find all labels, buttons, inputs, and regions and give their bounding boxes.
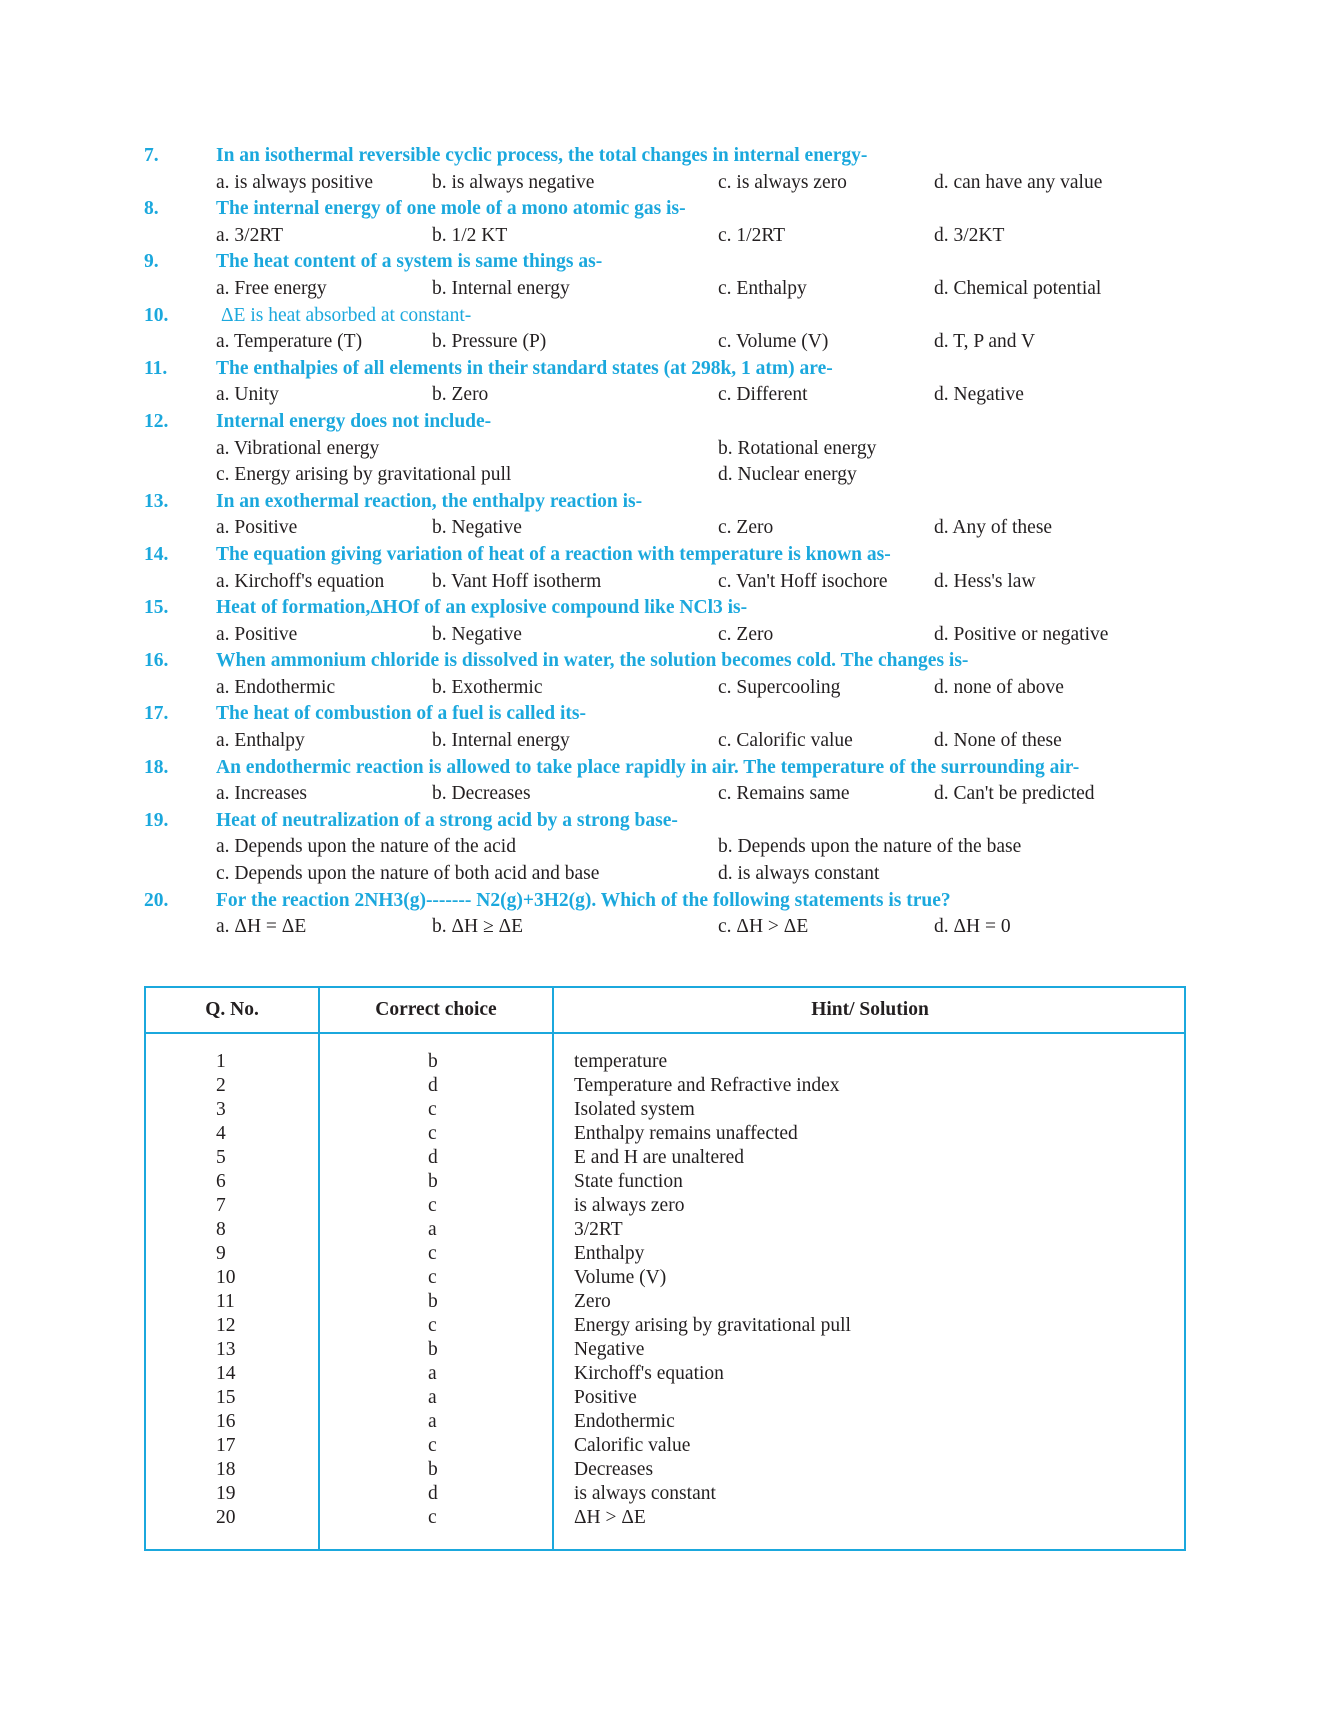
qno-cell: 17 bbox=[216, 1435, 236, 1456]
choice-cell: c bbox=[428, 1507, 437, 1528]
option: a. Positive bbox=[216, 517, 298, 539]
question-header bbox=[0, 701, 1332, 728]
option: c. ΔH > ΔE bbox=[718, 916, 809, 938]
question-text: For the reaction 2NH3(g)------- N2(g)+3H2(g). Which of the following statements is true? bbox=[216, 889, 951, 911]
question-item bbox=[0, 542, 1332, 595]
choice-cell: a bbox=[428, 1387, 437, 1408]
question-item bbox=[0, 303, 1332, 356]
option: b. Zero bbox=[432, 384, 489, 406]
question-text: Heat of neutralization of a strong acid by a strong base- bbox=[216, 809, 678, 831]
option: d. none of above bbox=[934, 676, 1064, 698]
qno-cell: 12 bbox=[216, 1315, 236, 1336]
question-text: When ammonium chloride is dissolved in water, the solution becomes cold. The changes is- bbox=[216, 650, 969, 672]
option-row bbox=[0, 675, 1332, 702]
qno-cell: 4 bbox=[216, 1123, 226, 1144]
option: b. Pressure (P) bbox=[432, 331, 547, 353]
option-row bbox=[0, 569, 1332, 596]
hint-cell: State function bbox=[574, 1171, 683, 1192]
qno-cell: 14 bbox=[216, 1363, 236, 1384]
qno-cell: 2 bbox=[216, 1075, 226, 1096]
qno-cell: 20 bbox=[216, 1507, 236, 1528]
hint-cell: ΔH > ΔE bbox=[574, 1507, 646, 1528]
question-item bbox=[0, 755, 1332, 808]
hint-cell: Kirchoff's equation bbox=[574, 1363, 724, 1384]
option-row bbox=[0, 276, 1332, 303]
question-number: 18. bbox=[144, 756, 169, 778]
option-row bbox=[0, 436, 1332, 463]
option: d. T, P and V bbox=[934, 331, 1036, 353]
question-item bbox=[0, 249, 1332, 302]
option: a. Free energy bbox=[216, 277, 327, 299]
qno-cell: 19 bbox=[216, 1483, 236, 1504]
choice-cell: c bbox=[428, 1099, 437, 1120]
question-header bbox=[0, 143, 1332, 170]
question-text: The internal energy of one mole of a mono atomic gas is- bbox=[216, 198, 686, 220]
question-text: The heat content of a system is same things as- bbox=[216, 251, 603, 273]
question-header bbox=[0, 303, 1332, 330]
option: d. Chemical potential bbox=[934, 277, 1102, 299]
qno-cell: 7 bbox=[216, 1195, 226, 1216]
option: a. Temperature (T) bbox=[216, 331, 363, 353]
question-number: 15. bbox=[144, 597, 169, 619]
question-number: 11. bbox=[144, 357, 168, 379]
question-header bbox=[0, 409, 1332, 436]
hint-column bbox=[574, 1050, 851, 1530]
option-row bbox=[0, 170, 1332, 197]
option: a. Enthalpy bbox=[216, 730, 305, 752]
hint-cell: Negative bbox=[574, 1339, 645, 1360]
choice-cell: b bbox=[428, 1459, 438, 1480]
question-text: The heat of combustion of a fuel is called its- bbox=[216, 703, 586, 725]
question-header bbox=[0, 196, 1332, 223]
question-item bbox=[0, 143, 1332, 196]
option: d. is always constant bbox=[718, 863, 880, 885]
hint-cell: is always constant bbox=[574, 1483, 716, 1504]
option-row bbox=[0, 515, 1332, 542]
question-item bbox=[0, 356, 1332, 409]
option: d. ΔH = 0 bbox=[934, 916, 1011, 938]
question-item bbox=[0, 888, 1332, 941]
option: b. Vant Hoff isotherm bbox=[432, 570, 602, 592]
option: c. is always zero bbox=[718, 171, 847, 193]
option: c. Zero bbox=[718, 623, 774, 645]
option: a. is always positive bbox=[216, 171, 374, 193]
option: a. Depends upon the nature of the acid bbox=[216, 836, 516, 858]
option: c. 1/2RT bbox=[718, 224, 786, 246]
option: c. Zero bbox=[718, 517, 774, 539]
option: d. 3/2KT bbox=[934, 224, 1005, 246]
question-item bbox=[0, 648, 1332, 701]
choice-cell: b bbox=[428, 1291, 438, 1312]
option: d. None of these bbox=[934, 730, 1062, 752]
choice-cell: b bbox=[428, 1051, 438, 1072]
option-row bbox=[0, 462, 1332, 489]
hint-cell: Temperature and Refractive index bbox=[574, 1075, 840, 1096]
question-item bbox=[0, 409, 1332, 489]
choice-cell: a bbox=[428, 1363, 437, 1384]
choice-cell: c bbox=[428, 1123, 437, 1144]
option: b. ΔH ≥ ΔE bbox=[432, 916, 524, 938]
option: c. Energy arising by gravitational pull bbox=[216, 464, 512, 486]
option: a. Kirchoff's equation bbox=[216, 570, 385, 592]
qno-column bbox=[216, 1050, 236, 1530]
question-header bbox=[0, 888, 1332, 915]
question-header bbox=[0, 648, 1332, 675]
question-text: Heat of formation,ΔHOf of an explosive compound like NCl3 is- bbox=[216, 597, 748, 619]
option-row bbox=[0, 329, 1332, 356]
choice-cell: a bbox=[428, 1219, 437, 1240]
option: c. Calorific value bbox=[718, 730, 853, 752]
question-item bbox=[0, 808, 1332, 888]
question-number: 7. bbox=[144, 145, 159, 166]
option-row bbox=[0, 728, 1332, 755]
hint-cell: is always zero bbox=[574, 1195, 685, 1216]
table-divider bbox=[552, 988, 554, 1549]
choice-cell: c bbox=[428, 1267, 437, 1288]
option: d. Hess's law bbox=[934, 570, 1036, 592]
hint-cell: Energy arising by gravitational pull bbox=[574, 1315, 851, 1336]
option: b. Internal energy bbox=[432, 277, 570, 299]
hint-cell: E and H are unaltered bbox=[574, 1147, 744, 1168]
option: b. Negative bbox=[432, 623, 522, 645]
option: c. Supercooling bbox=[718, 676, 841, 698]
option: a. Unity bbox=[216, 384, 279, 406]
option: a. Increases bbox=[216, 783, 307, 805]
qno-cell: 1 bbox=[216, 1051, 226, 1072]
header-choice: Correct choice bbox=[375, 999, 497, 1020]
hint-cell: Isolated system bbox=[574, 1099, 695, 1120]
header-hint: Hint/ Solution bbox=[811, 999, 929, 1020]
option: c. Different bbox=[718, 384, 808, 406]
question-header bbox=[0, 755, 1332, 782]
option-row bbox=[0, 781, 1332, 808]
hint-cell: temperature bbox=[574, 1051, 668, 1072]
hint-cell: Positive bbox=[574, 1387, 637, 1408]
question-text: An endothermic reaction is allowed to take place rapidly in air. The temperature of the surrounding air- bbox=[216, 756, 1080, 778]
option: d. Can't be predicted bbox=[934, 783, 1095, 805]
option-row bbox=[0, 382, 1332, 409]
question-header bbox=[0, 808, 1332, 835]
hint-cell: 3/2RT bbox=[574, 1219, 623, 1240]
option: d. Negative bbox=[934, 384, 1024, 406]
option: d. can have any value bbox=[934, 171, 1103, 193]
option: c. Van't Hoff isochore bbox=[718, 570, 888, 592]
option: a. Vibrational energy bbox=[216, 437, 380, 459]
hint-cell: Enthalpy remains unaffected bbox=[574, 1123, 798, 1144]
option: b. Decreases bbox=[432, 783, 531, 805]
option: d. Nuclear energy bbox=[718, 464, 857, 486]
choice-cell: a bbox=[428, 1411, 437, 1432]
hint-cell: Enthalpy bbox=[574, 1243, 645, 1264]
option-row bbox=[0, 861, 1332, 888]
hint-cell: Calorific value bbox=[574, 1435, 691, 1456]
qno-cell: 3 bbox=[216, 1099, 226, 1120]
question-text: The equation giving variation of heat of a reaction with temperature is known as- bbox=[216, 543, 891, 565]
option: b. Depends upon the nature of the base bbox=[718, 836, 1022, 858]
option-row bbox=[0, 622, 1332, 649]
question-header bbox=[0, 489, 1332, 516]
question-item bbox=[0, 196, 1332, 249]
choice-cell: d bbox=[428, 1075, 438, 1096]
qno-cell: 8 bbox=[216, 1219, 226, 1240]
choice-cell: d bbox=[428, 1147, 438, 1168]
option: c. Remains same bbox=[718, 783, 850, 805]
option: c. Enthalpy bbox=[718, 277, 807, 299]
answer-table bbox=[144, 986, 1186, 1551]
option-row bbox=[0, 914, 1332, 941]
question-text: ΔE is heat absorbed at constant- bbox=[221, 304, 472, 326]
choice-cell: c bbox=[428, 1315, 437, 1336]
option: a. ΔH = ΔE bbox=[216, 916, 307, 938]
choice-cell: c bbox=[428, 1195, 437, 1216]
question-number: 10. bbox=[144, 304, 169, 326]
question-number: 19. bbox=[144, 809, 169, 831]
choice-cell: d bbox=[428, 1483, 438, 1504]
option-row bbox=[0, 223, 1332, 250]
option: b. Internal energy bbox=[432, 730, 570, 752]
qno-cell: 13 bbox=[216, 1339, 236, 1360]
question-header bbox=[0, 542, 1332, 569]
qno-cell: 11 bbox=[216, 1291, 235, 1312]
hint-cell: Endothermic bbox=[574, 1411, 675, 1432]
choice-column bbox=[428, 1050, 438, 1530]
question-text: The enthalpies of all elements in their standard states (at 298k, 1 atm) are- bbox=[216, 357, 833, 379]
option: a. Positive bbox=[216, 623, 298, 645]
question-list bbox=[0, 143, 1332, 941]
option: c. Volume (V) bbox=[718, 331, 829, 353]
qno-cell: 9 bbox=[216, 1243, 226, 1264]
question-number: 9. bbox=[144, 251, 159, 273]
question-number: 17. bbox=[144, 703, 169, 725]
qno-cell: 5 bbox=[216, 1147, 226, 1168]
hint-cell: Decreases bbox=[574, 1459, 654, 1480]
option: b. Negative bbox=[432, 517, 522, 539]
question-item bbox=[0, 595, 1332, 648]
table-header-rule bbox=[146, 1032, 1184, 1034]
qno-cell: 6 bbox=[216, 1171, 226, 1192]
table-divider bbox=[318, 988, 320, 1549]
choice-cell: b bbox=[428, 1171, 438, 1192]
option: b. Exothermic bbox=[432, 676, 543, 698]
question-number: 13. bbox=[144, 490, 169, 512]
question-item bbox=[0, 489, 1332, 542]
question-header bbox=[0, 595, 1332, 622]
question-number: 16. bbox=[144, 650, 169, 672]
question-text: In an isothermal reversible cyclic process, the total changes in internal energy- bbox=[216, 145, 868, 166]
qno-cell: 15 bbox=[216, 1387, 236, 1408]
hint-cell: Zero bbox=[574, 1291, 611, 1312]
option: c. Depends upon the nature of both acid and base bbox=[216, 863, 600, 885]
qno-cell: 10 bbox=[216, 1267, 236, 1288]
option: d. Positive or negative bbox=[934, 623, 1109, 645]
question-number: 20. bbox=[144, 889, 169, 911]
question-text: In an exothermal reaction, the enthalpy reaction is- bbox=[216, 490, 643, 512]
choice-cell: c bbox=[428, 1435, 437, 1456]
question-number: 14. bbox=[144, 543, 169, 565]
option: a. Endothermic bbox=[216, 676, 336, 698]
header-qno: Q. No. bbox=[205, 999, 259, 1020]
question-header bbox=[0, 249, 1332, 276]
option: b. 1/2 KT bbox=[432, 224, 508, 246]
choice-cell: c bbox=[428, 1243, 437, 1264]
option: b. Rotational energy bbox=[718, 437, 877, 459]
option: d. Any of these bbox=[934, 517, 1053, 539]
question-text: Internal energy does not include- bbox=[216, 410, 492, 432]
option: b. is always negative bbox=[432, 171, 595, 193]
option: a. 3/2RT bbox=[216, 224, 284, 246]
question-number: 12. bbox=[144, 410, 169, 432]
choice-cell: b bbox=[428, 1339, 438, 1360]
hint-cell: Volume (V) bbox=[574, 1267, 667, 1288]
option-row bbox=[0, 834, 1332, 861]
question-number: 8. bbox=[144, 198, 159, 220]
question-item bbox=[0, 701, 1332, 754]
qno-cell: 16 bbox=[216, 1411, 236, 1432]
qno-cell: 18 bbox=[216, 1459, 236, 1480]
question-header bbox=[0, 356, 1332, 383]
